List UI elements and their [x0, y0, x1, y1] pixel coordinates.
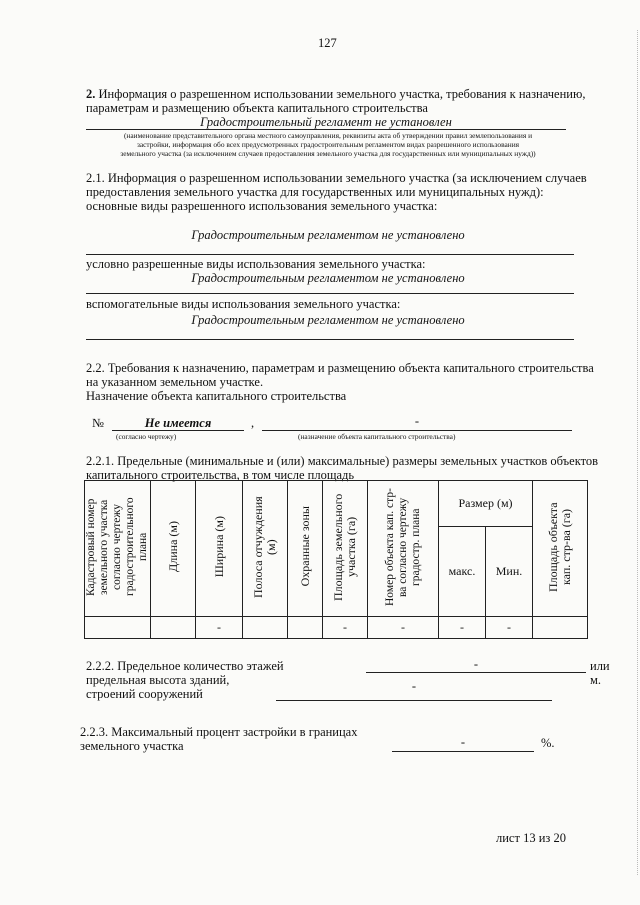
- header-exclusion-strip: Полоса отчуждения (м): [243, 481, 288, 617]
- cell-size-min: -: [486, 617, 533, 639]
- height-underline: [276, 700, 552, 701]
- height-value: -: [411, 679, 417, 693]
- section-2-heading: [86, 87, 586, 102]
- header-protection-zones: Охранные зоны: [288, 481, 323, 617]
- floors-suffix: или: [590, 659, 610, 673]
- object-number-underline: [112, 430, 244, 431]
- header-plot-area: Площадь земельного участка (га): [323, 481, 368, 617]
- cell-strip: [243, 617, 288, 639]
- section-22-line2: на указанном земельном участке.: [86, 375, 264, 389]
- land-plot-sizes-table: [84, 480, 588, 639]
- cell-zones: [288, 617, 323, 639]
- section-222-label1: 2.2.2. Предельное количество этажей: [86, 659, 284, 673]
- section-21-line3: основные виды разрешенного использования земельного участка:: [86, 199, 438, 213]
- object-number-value: Не имеется: [144, 416, 212, 430]
- auxiliary-use-label: вспомогательные виды использования земельного участка:: [86, 297, 401, 311]
- object-purpose-value: -: [414, 414, 420, 428]
- regulation-note-line2: застройки, информация обо всех предусмотренных градостроительным регламентом видах разрешенного использования: [136, 140, 520, 149]
- cell-cadastral: [85, 617, 151, 639]
- regulation-value: Градостроительный регламент не установлен: [200, 115, 452, 129]
- number-sign: №: [92, 416, 104, 430]
- header-size-min: Мин.: [486, 527, 533, 617]
- header-length: Длина (м): [151, 481, 196, 617]
- purpose-caption: (назначение объекта капитального строительства): [298, 432, 456, 441]
- regulation-underline: [86, 129, 566, 130]
- number-caption: (согласно чертежу): [116, 432, 177, 441]
- cell-object-number: -: [368, 617, 439, 639]
- header-width: Ширина (м): [196, 481, 243, 617]
- floors-underline: [366, 672, 586, 673]
- header-size: Размер (м): [439, 481, 533, 527]
- main-use-value: Градостроительным регламентом не установлено: [191, 228, 465, 242]
- regulation-note-line1: (наименование представительного органа местного самоуправления, реквизиты акта об утверждении правил землепользования и: [123, 131, 533, 140]
- header-object-area: Площадь объекта кап. стр-ва (га): [533, 481, 588, 617]
- height-suffix: м.: [590, 673, 602, 687]
- conditional-use-label: условно разрешенные виды использования земельного участка:: [86, 257, 426, 271]
- object-purpose-underline: [262, 430, 572, 431]
- section-2-title-line2: параметрам и размещению объекта капитального строительства: [86, 101, 428, 115]
- cell-width: -: [196, 617, 243, 639]
- section-222-label3: строений сооружений: [86, 687, 203, 701]
- conditional-use-value: Градостроительным регламентом не установлено: [191, 271, 465, 285]
- conditional-use-underline: [86, 293, 574, 294]
- coverage-underline: [392, 751, 534, 752]
- header-size-max: макс.: [439, 527, 486, 617]
- cell-plot-area: -: [323, 617, 368, 639]
- regulation-note-line3: земельного участка (за исключением случаев предоставления земельного участка для государственных или муниципальных нужд)): [120, 149, 536, 158]
- section-21-line2: предоставления земельного участка для государственных или муниципальных нужд):: [86, 185, 544, 199]
- section-21-line1: 2.1. Информация о разрешенном использовании земельного участка (за исключением случаев: [86, 171, 587, 185]
- section-222-label2: предельная высота зданий,: [86, 673, 230, 687]
- section-22-line3: Назначение объекта капитального строительства: [86, 389, 347, 403]
- section-2-title: Информация о разрешенном использовании земельного участка, требования к назначению,: [98, 87, 586, 101]
- section-2-number: 2.: [86, 87, 96, 101]
- cell-size-max: -: [439, 617, 486, 639]
- cell-object-area: [533, 617, 588, 639]
- section-221-line1: 2.2.1. Предельные (минимальные и (или) максимальные) размеры земельных участков объектов: [86, 454, 599, 468]
- page-edge: [637, 30, 638, 875]
- section-223-label2: земельного участка: [80, 739, 184, 753]
- section-22-line1: 2.2. Требования к назначению, параметрам и размещению объекта капитального строительства: [86, 361, 594, 375]
- section-223-label1: 2.2.3. Максимальный процент застройки в границах: [80, 725, 358, 739]
- page-number: 127: [318, 36, 337, 50]
- header-cadastral-number: Кадастровый номер земельного участка согласно чертежу градостроительного плана: [85, 481, 151, 617]
- main-use-underline: [86, 254, 574, 255]
- floors-value: -: [473, 657, 479, 671]
- auxiliary-use-underline: [86, 339, 574, 340]
- coverage-value: -: [460, 735, 466, 749]
- cell-length: [151, 617, 196, 639]
- coverage-suffix: %.: [541, 736, 555, 750]
- section-221-line2: капитального строительства, в том числе площадь: [86, 468, 355, 482]
- comma: ,: [251, 416, 255, 430]
- header-object-number: Номер объекта кап. стр-ва согласно чертежу градостр. плана: [368, 481, 439, 617]
- sheet-counter: лист 13 из 20: [496, 831, 566, 845]
- auxiliary-use-value: Градостроительным регламентом не установлено: [191, 313, 465, 327]
